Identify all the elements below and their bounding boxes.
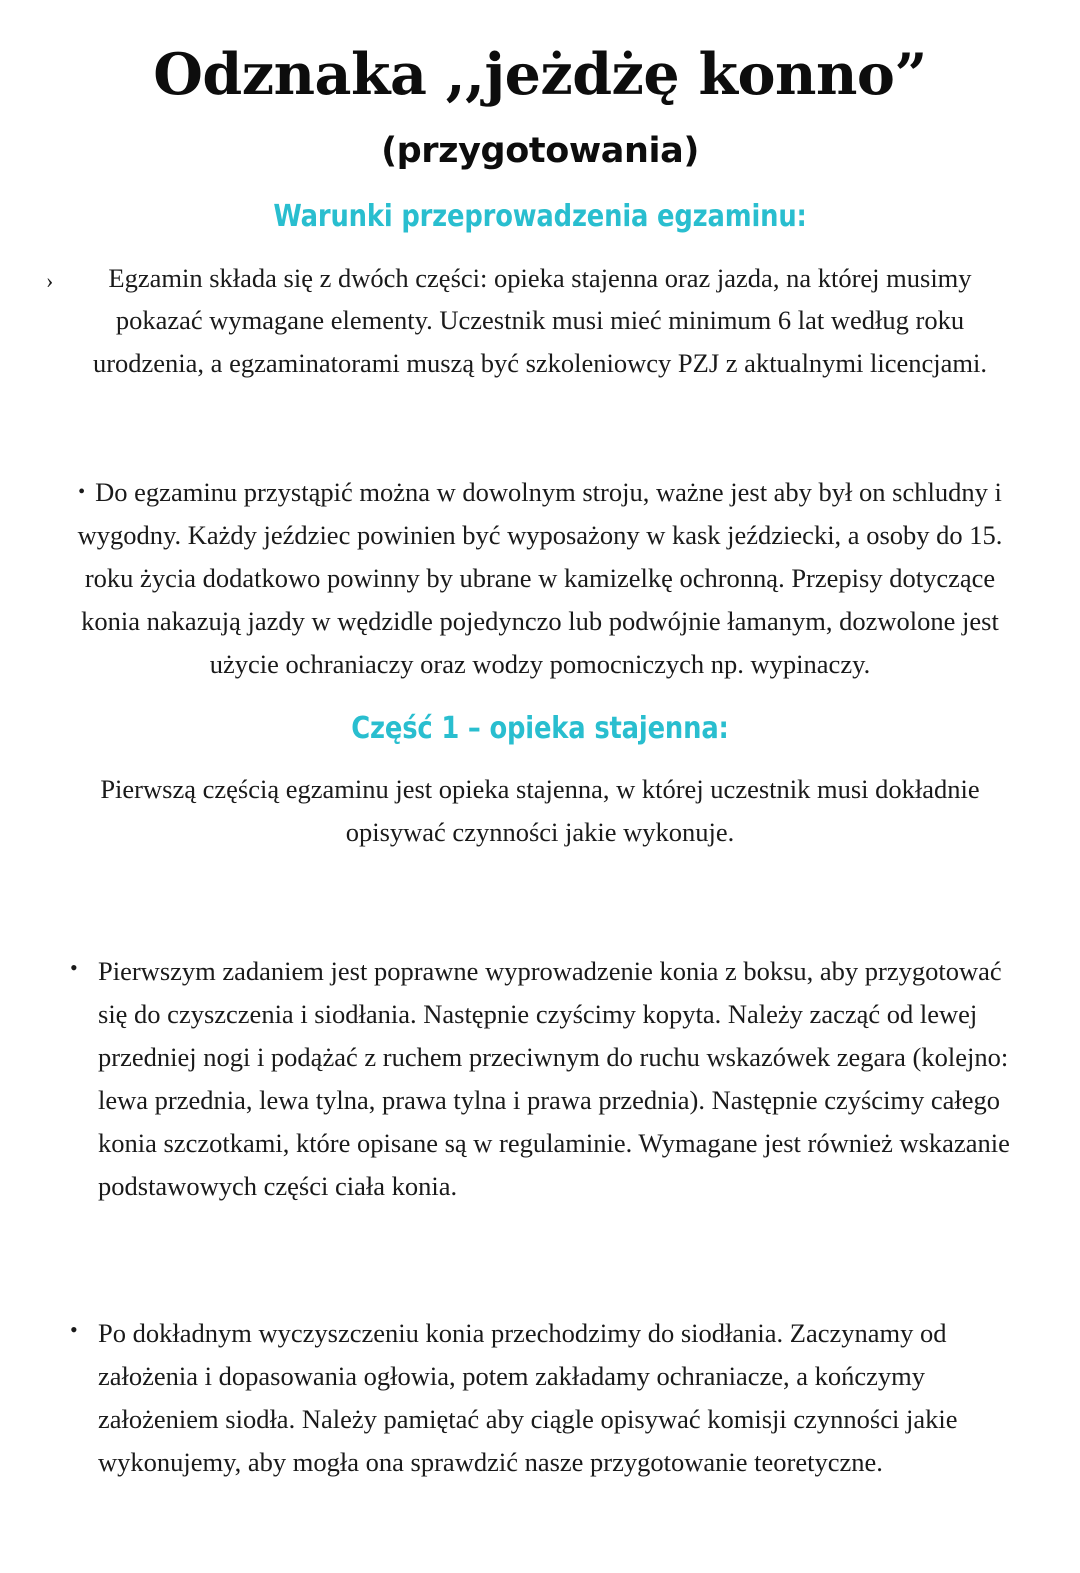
list-item	[0, 950, 1080, 1208]
spacer	[0, 854, 1080, 950]
spacer	[0, 385, 1080, 471]
spacer	[0, 235, 1080, 257]
list-item	[0, 1312, 1080, 1484]
chevron-bullet-icon: ›	[46, 267, 54, 293]
section-heading-warunki: Warunki przeprowadzenia egzaminu:	[273, 199, 807, 235]
list-item-text: Do egzaminu przystąpić można w dowolnym stroju, ważne jest aby był on schludny i wygodny. Każdy jeździec powinien być wyposażony w kask jeździecki, a osoby do 15. roku życia dodatkowo powinny by ubrane w kamizelkę ochronną. Przepisy dotyczące konia nakazują jazdy w wędzidle pojedynczo lub podwójnie łamanym, dozwolone jest użycie ochraniaczy oraz wodzy pomocniczych np. wypinaczy.	[77, 477, 1003, 679]
round-bullet-icon: •	[70, 1316, 78, 1342]
spacer	[0, 1208, 1080, 1312]
spacer	[0, 746, 1080, 768]
round-bullet-icon: •	[70, 955, 78, 981]
page-title: Odznaka ,,jeżdżę konno”	[153, 41, 927, 108]
list-item-text: Po dokładnym wyczyszczeniu konia przechodzimy do siodłania. Zaczynamy od założenia i dopasowania ogłowia, potem zakładamy ochraniacze, a kończymy założeniem siodła. Należy pamiętać aby ciągle opisywać komisji czynności jakie wykonujemy, aby mogła ona sprawdzić nasze przygotowanie teoretyczne.	[98, 1317, 958, 1477]
list-item	[0, 471, 1080, 686]
round-bullet-icon: •	[78, 480, 86, 503]
list-item	[0, 257, 1080, 386]
section-heading-czesc-1: Część 1 – opieka stajenna:	[351, 710, 729, 746]
section-intro-paragraph	[0, 768, 1080, 854]
page-subtitle: (przygotowania)	[381, 130, 699, 171]
list-item-text: Egzamin składa się z dwóch części: opieka stajenna oraz jazda, na której musimy pokazać wymagane elementy. Uczestnik musi mieć minimum 6 lat według roku urodzenia, a egzaminatorami muszą być szkoleniowcy PZJ z aktualnymi licencjami.	[92, 262, 988, 379]
section-intro-text: Pierwszą częścią egzaminu jest opieka stajenna, w której uczestnik musi dokładnie opisywać czynności jakie wykonuje.	[100, 774, 980, 848]
list-item-text: Pierwszym zadaniem jest poprawne wyprowadzenie konia z boksu, aby przygotować się do czyszczenia i siodłania. Następnie czyścimy kopyta. Należy zacząć od lewej przedniej nogi i podążać z ruchem przeciwnym do ruchu wskazówek zegara (kolejno: lewa przednia, lewa tylna, prawa tylna i prawa przednia). Następnie czyścimy całego konia szczotkami, które opisane są w regulaminie. Wymagane jest również wskazanie podstawowych części ciała konia.	[98, 956, 1010, 1201]
